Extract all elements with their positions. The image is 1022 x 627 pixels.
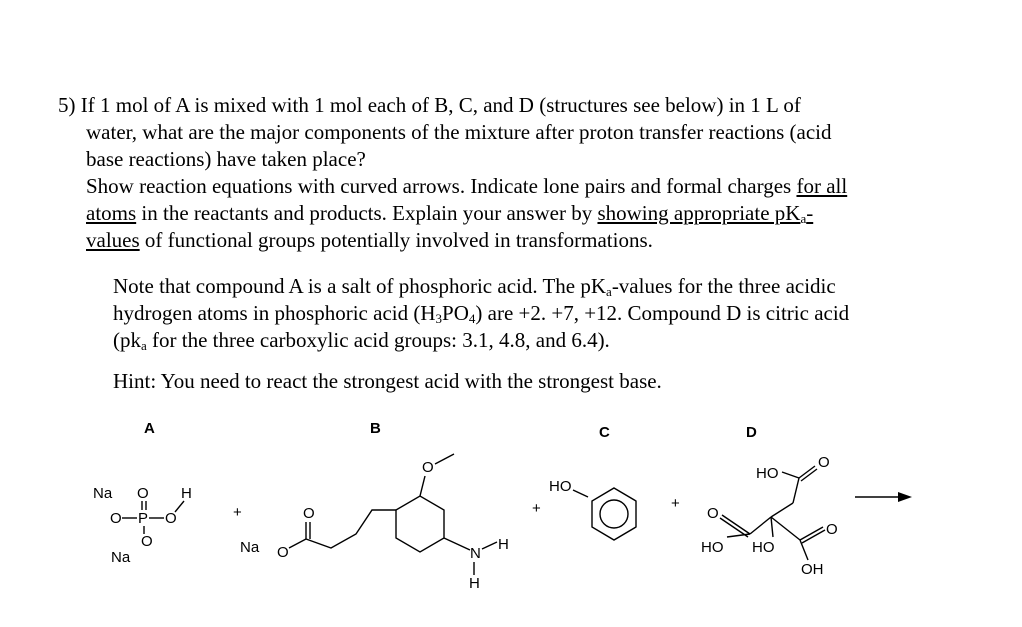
note-l3b: for the three carboxylic acid groups: 3.1, 4.8, and 6.4).	[146, 328, 610, 352]
ring-b	[396, 496, 444, 552]
ring-c-aromatic	[600, 500, 628, 528]
atom-o-d3: O	[826, 521, 838, 538]
bond-a6	[175, 501, 184, 512]
bond-d1	[782, 472, 799, 478]
atom-o-d2: O	[707, 505, 719, 522]
atom-o-a3: O	[165, 510, 177, 527]
atom-o-d1: O	[818, 454, 830, 471]
note-l2a: hydrogen atoms in phosphoric acid (H	[113, 301, 436, 325]
underline-for-all: for all	[796, 174, 848, 198]
bond-d9	[771, 517, 800, 540]
underline-values: values	[86, 228, 140, 252]
atom-ho-c: HO	[549, 478, 572, 495]
atom-o-b2: O	[303, 505, 315, 522]
underline-atoms: atoms	[86, 201, 137, 225]
label-d: D	[746, 424, 757, 441]
atom-na-b: Na	[240, 539, 260, 556]
atom-o-a1: O	[137, 485, 149, 502]
atom-o-b1: O	[277, 544, 289, 561]
atom-p-a: P	[138, 510, 149, 527]
note-l1sub: a	[606, 284, 612, 299]
question-line-5-text: in the reactants and products. Explain your answer by	[136, 201, 598, 225]
question-line-3: base reactions) have taken place?	[86, 147, 366, 171]
pka-text: showing appropriate pK	[597, 201, 801, 225]
note-l1a: Note that compound A is a salt of phosphoric acid. The pK	[113, 274, 607, 298]
plus-2: +	[532, 500, 541, 517]
label-c: C	[599, 424, 610, 441]
atom-ho-d3: HO	[752, 539, 775, 556]
bond-d6	[722, 515, 750, 534]
atom-o-b3: O	[422, 459, 434, 476]
atom-oh-d: OH	[801, 561, 824, 578]
atom-na-a2: Na	[111, 549, 131, 566]
atom-ho-d1: HO	[756, 465, 779, 482]
compound-c	[549, 478, 636, 540]
hint-text: Hint: You need to react the strongest acid with the strongest base.	[113, 369, 662, 393]
question-line-2: water, what are the major components of the mixture after proton transfer reactions (acid	[86, 120, 832, 144]
note-l2b: PO	[442, 301, 469, 325]
pka-dash: -	[806, 201, 814, 225]
atom-n-b: N	[470, 545, 481, 562]
arrow-head	[898, 492, 912, 502]
note-l2c: ) are +2. +7, +12. Compound D is citric acid	[475, 301, 850, 325]
note-l2sub2: 4	[468, 311, 476, 326]
compound-d	[701, 454, 838, 578]
compound-b	[240, 454, 509, 592]
note-l3a: (pk	[113, 328, 141, 352]
note-l2sub1: 3	[435, 311, 443, 326]
bond-d4	[771, 503, 793, 517]
bond-d3	[793, 478, 799, 503]
plus-1: +	[233, 504, 242, 521]
ring-c	[592, 488, 636, 540]
bond-d11	[800, 540, 808, 560]
atom-h-b1: H	[498, 536, 509, 553]
question-line-4-text: Show reaction equations with curved arrows. Indicate lone pairs and formal charges	[86, 174, 797, 198]
bond-nh-b1	[482, 542, 497, 549]
question-line-6-text: of functional groups potentially involved in transformations.	[139, 228, 653, 252]
bond-ome-b1	[420, 476, 425, 496]
bond-ome-b2	[435, 454, 454, 464]
question-line-1: 5) If 1 mol of A is mixed with 1 mol each of B, C, and D (structures see below) in 1 L of	[58, 93, 801, 117]
compound-a	[93, 485, 192, 566]
atom-h-b2: H	[469, 575, 480, 592]
atom-na-a1: Na	[93, 485, 113, 502]
label-a: A	[144, 420, 155, 437]
atom-ho-d2: HO	[701, 539, 724, 556]
atom-o-a4: O	[141, 533, 153, 550]
plus-3: +	[671, 495, 680, 512]
note-l3sub: a	[141, 338, 147, 353]
label-b: B	[370, 420, 381, 437]
reaction-arrow	[855, 492, 912, 502]
pka-sub: a	[800, 211, 807, 226]
atom-h-a1: H	[181, 485, 192, 502]
bond-d8	[771, 517, 773, 537]
bond-d5	[750, 517, 771, 534]
note-l1b: -values for the three acidic	[611, 274, 836, 298]
bond-n-b	[444, 538, 470, 550]
atom-o-a2: O	[110, 510, 122, 527]
bond-ho-c	[573, 490, 588, 497]
